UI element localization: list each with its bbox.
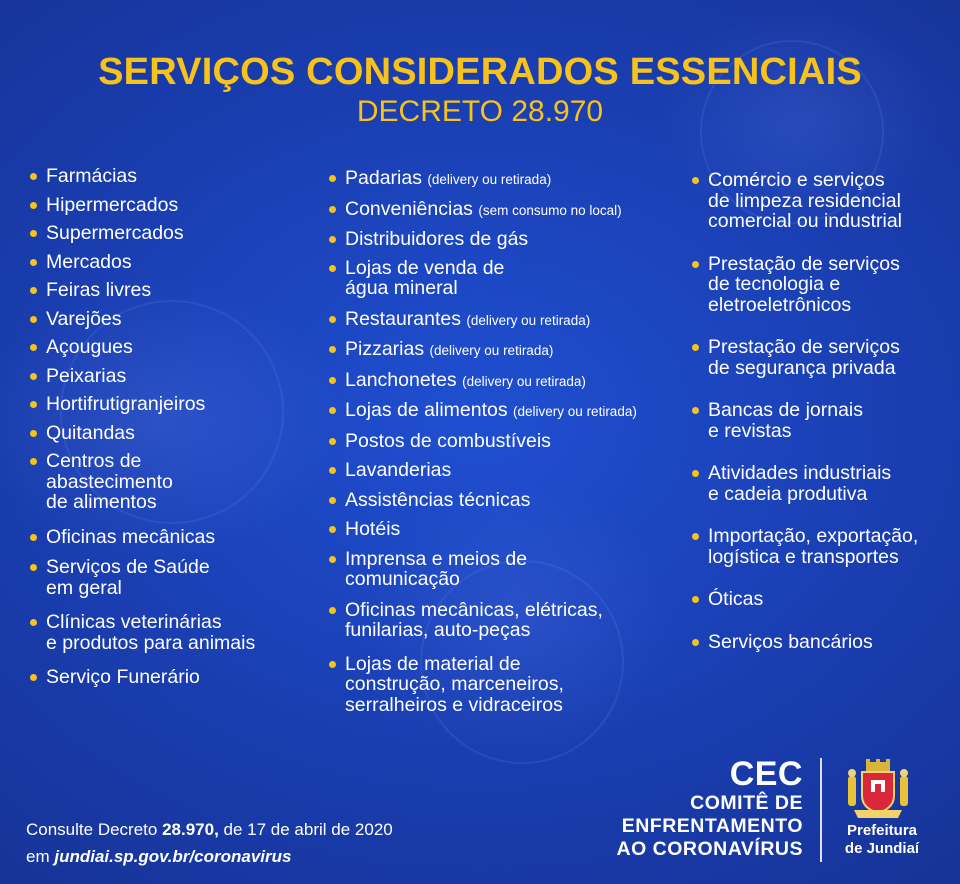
services-column-1 [30,166,320,688]
bullet-dot-icon [692,261,699,268]
cec-line-3: AO CORONAVÍRUS [616,838,803,860]
service-note: (sem consumo no local) [478,202,622,218]
service-item [30,195,320,216]
service-label: Lojas de venda de água mineral [345,256,505,299]
service-item [692,170,954,232]
bullet-dot-icon [692,596,699,603]
service-item [30,252,320,273]
service-label: Serviço Funerário [46,666,200,688]
service-item [30,166,320,187]
service-item [30,366,320,387]
bullet-dot-icon [30,674,37,681]
bullet-dot-icon [329,407,336,414]
service-item [30,527,320,548]
service-note: (delivery ou retirada) [462,373,586,389]
prefeitura-line-2: de Jundiaí [844,840,920,857]
service-item [30,451,320,513]
bullet-dot-icon [30,619,37,626]
bullet-dot-icon [692,177,699,184]
service-label: Pizzarias [345,338,425,360]
service-label: Mercados [46,250,132,273]
service-item [329,549,699,590]
bullet-dot-icon [329,661,336,668]
service-label: Feiras livres [46,279,152,301]
service-item [30,423,320,444]
service-label: Supermercados [46,222,184,244]
service-item [329,431,699,452]
service-item [30,394,320,415]
service-label: Lanchonetes [345,368,457,391]
service-item [692,526,954,567]
service-label: Oficinas mecânicas, elétricas, funilarias, auto-peças [345,598,603,641]
bullet-dot-icon [329,607,336,614]
cec-line-1: COMITÊ DE [690,792,803,814]
bullet-dot-icon [30,401,37,408]
bullet-dot-icon [30,458,37,465]
cec-line-2: ENFRENTAMENTO [621,815,803,837]
bullet-dot-icon [692,407,699,414]
service-label: Prestação de serviços de tecnologia e eletroeletrônicos [708,252,900,316]
bullet-dot-icon [329,438,336,445]
service-label: Lojas de material de construção, marceneiros, serralheiros e vidraceiros [345,652,564,716]
bullet-dot-icon [329,265,336,272]
bullet-dot-icon [692,344,699,351]
service-note: (delivery ou retirada) [513,404,637,419]
bullet-dot-icon [30,230,37,237]
cec-acronym: CEC [729,755,803,793]
service-item [692,254,954,316]
service-label: Restaurantes [345,307,461,330]
service-item [329,654,699,716]
logo-divider [820,758,822,862]
service-item [30,557,320,598]
bullet-dot-icon [30,373,37,380]
service-note: (delivery ou retirada) [429,343,554,358]
bullet-dot-icon [329,206,336,213]
bullet-dot-icon [692,533,699,540]
bullet-dot-icon [30,344,37,351]
service-item [329,400,699,423]
header [0,50,960,130]
bullet-dot-icon [30,534,37,541]
service-item [329,199,699,222]
service-item [30,223,320,244]
bullet-dot-icon [329,497,336,504]
service-item [30,612,320,653]
service-label: Bancas de jornais e revistas [708,399,864,442]
service-label: Hortifrutigranjeiros [46,393,206,415]
service-item [329,460,699,481]
service-item [692,589,954,610]
service-item [692,337,954,378]
page-subtitle: DECRETO 28.970 [356,95,604,128]
prefeitura-line-1: Prefeitura [846,822,918,839]
service-label: Postos de combustíveis [345,429,551,452]
prefeitura-logo-text [830,822,934,858]
service-label: Clínicas veterinárias e produtos para animais [46,611,256,654]
service-note: (delivery ou retirada) [466,312,591,328]
page-title: SERVIÇOS CONSIDERADOS ESSENCIAIS [98,51,862,93]
coat-of-arms-icon [842,756,914,820]
service-label: Conveniências [345,197,473,220]
footer-reference [26,816,393,870]
service-item [329,519,699,540]
bullet-dot-icon [30,287,37,294]
bullet-dot-icon [329,175,336,182]
bullet-dot-icon [329,377,336,384]
service-item [692,400,954,441]
service-item [329,168,699,191]
consult-suffix: de 17 de abril de 2020 [218,820,393,839]
bullet-dot-icon [692,470,699,477]
service-label: Comércio e serviços de limpeza residencial comercial ou industrial [708,169,903,232]
service-item [30,280,320,301]
services-column-3 [692,170,954,652]
service-item [329,309,699,332]
service-item [329,339,699,362]
service-item [30,667,320,688]
url-prefix: em [26,847,55,866]
bullet-dot-icon [30,564,37,571]
service-label: Serviços de Saúde em geral [46,556,210,599]
service-label: Hipermercados [46,193,179,216]
service-label: Açougues [46,336,133,358]
service-label: Oficinas mecânicas [46,525,216,548]
bullet-dot-icon [30,259,37,266]
service-label: Quitandas [46,421,135,444]
service-item [692,632,954,653]
service-item [329,490,699,511]
consult-prefix: Consulte Decreto [26,820,163,839]
bullet-dot-icon [692,639,699,646]
service-label: Distribuidores de gás [345,228,529,250]
bullet-dot-icon [329,467,336,474]
service-label: Prestação de serviços de segurança privada [708,336,900,379]
bullet-dot-icon [329,526,336,533]
service-label: Óticas [708,588,764,610]
service-item [30,309,320,330]
bullet-dot-icon [329,346,336,353]
service-note: (delivery ou retirada) [427,172,552,187]
service-label: Padarias [345,167,422,189]
service-label: Hotéis [345,518,401,540]
bullet-dot-icon [329,316,336,323]
service-label: Varejões [46,307,122,330]
service-item [692,463,954,504]
service-label: Farmácias [46,165,138,187]
services-column-2 [329,168,699,715]
decree-number: 28.970, [162,820,219,839]
bullet-dot-icon [30,430,37,437]
bullet-dot-icon [329,236,336,243]
bullet-dot-icon [30,316,37,323]
service-label: Importação, exportação, logística e transportes [708,525,919,568]
service-item [329,258,699,299]
website-link[interactable]: jundiai.sp.gov.br/coronavirus [54,847,292,866]
service-label: Peixarias [46,364,127,387]
service-label: Atividades industriais e cadeia produtiva [708,462,892,505]
bullet-dot-icon [30,202,37,209]
service-item [329,229,699,250]
bullet-dot-icon [30,173,37,180]
service-label: Centros de abastecimento de alimentos [46,450,173,513]
service-label: Lavanderias [345,459,452,481]
service-label: Assistências técnicas [345,488,531,511]
cec-logo [617,756,803,861]
service-item [329,370,699,393]
bullet-dot-icon [329,556,336,563]
service-label: Imprensa e meios de comunicação [345,547,528,590]
url-line [26,843,393,870]
service-label: Lojas de alimentos [345,399,508,421]
service-item [329,600,699,641]
service-item [30,337,320,358]
service-label: Serviços bancários [708,630,873,653]
decree-reference [26,816,393,843]
